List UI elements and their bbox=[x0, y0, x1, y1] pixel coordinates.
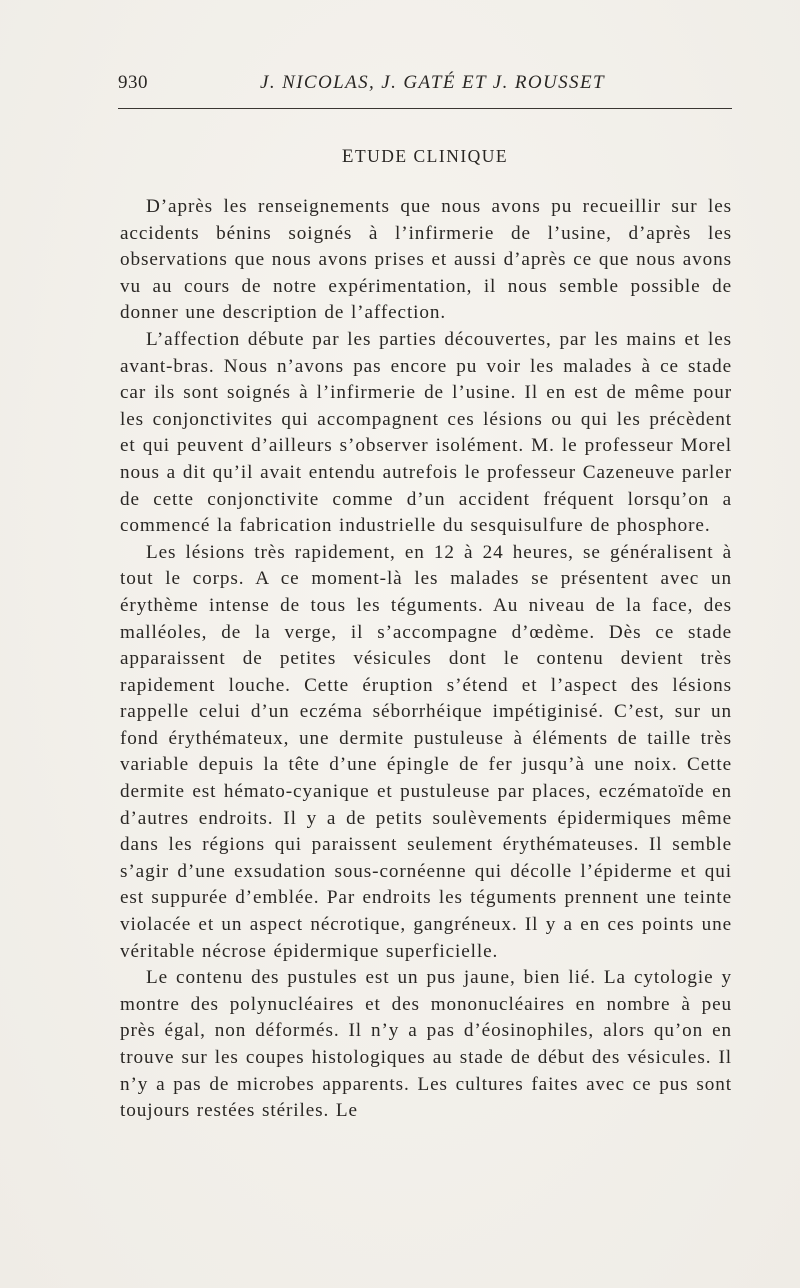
paragraph: Le contenu des pustules est un pus jaune, bien lié. La cytologie y montre des polynucléaires et des mononucléaires en nombre à peu près égal, non déformés. Il n’y a pas d’éosinophiles, alors qu’on en trouve sur les coupes histologiques au stade de début des vésicules. Il n’y a pas de microbes apparents. Les cultures faites avec ce pus sont toujours restées stériles. Le bbox=[120, 967, 732, 1122]
section-title-initial: E bbox=[341, 146, 355, 167]
paragraph: Les lésions très rapidement, en 12 à 24 heures, se généralisent à tout le corps. A ce moment-là les malades se présentent avec un érythème intense de tous les téguments. Au niveau de la face, des malléoles, de la verge, il s’accompagne d’œdème. Dès ce stade apparaissent de petites vésicules dont le contenu devient très rapidement louche. Cette éruption s’étend et l’aspect des lésions rappelle celui d’un eczéma séborrhéique impétiginisé. C’est, sur un fond érythémateux, une dermite pustuleuse à éléments de taille très variable depuis la tête d’une épingle de fer jusqu’à une noix. Cette dermite est hémato-cyanique et pustuleuse par places, eczématoïde en d’autres endroits. Il y a de petits soulèvements épidermiques même dans les régions qui paraissent seulement érythémateuses. Il semble s’agir d’une exsudation sous-cornéenne qui décolle l’épiderme et qui est suppurée d’emblée. Par endroits les téguments prennent une teinte violacée et un aspect nécrotique, gangréneux. Il y a en ces points une véritable nécrose épidermique superficielle. bbox=[120, 541, 732, 962]
paragraph: L’affection débute par les parties découvertes, par les mains et les avant-bras. Nous n’avons pas encore pu voir les malades à ce stade car ils sont soignés à l’infirmerie de l’usine. Il en est de même pour les conjonctivites qui accompagnent ces lésions ou qui les précèdent et qui peuvent d’ailleurs s’observer isolément. M. le professeur Morel nous a dit qu’il avait entendu autrefois le professeur Cazeneuve parler de cette conjonctivite comme d’un accident fréquent lorsqu’on a commencé la fabrication industrielle du sesquisulfure de phosphore. bbox=[120, 328, 732, 537]
section-title-rest: TUDE CLINIQUE bbox=[354, 146, 509, 166]
paragraph: D’après les renseignements que nous avons pu recueillir sur les accidents bénins soignés à l’infirmerie de l’usine, d’après les observations que nous avons prises et aussi d’après ce que nous avons vu au cours de notre expérimentation, il nous semble possible de donner une description de l’affection. bbox=[120, 196, 732, 324]
page-number: 930 bbox=[118, 72, 148, 93]
header-rule bbox=[118, 108, 732, 109]
page-header bbox=[118, 72, 732, 100]
section-title bbox=[118, 146, 732, 168]
body-text bbox=[120, 194, 732, 1125]
running-head: J. NICOLAS, J. GATÉ ET J. ROUSSET bbox=[260, 72, 605, 93]
